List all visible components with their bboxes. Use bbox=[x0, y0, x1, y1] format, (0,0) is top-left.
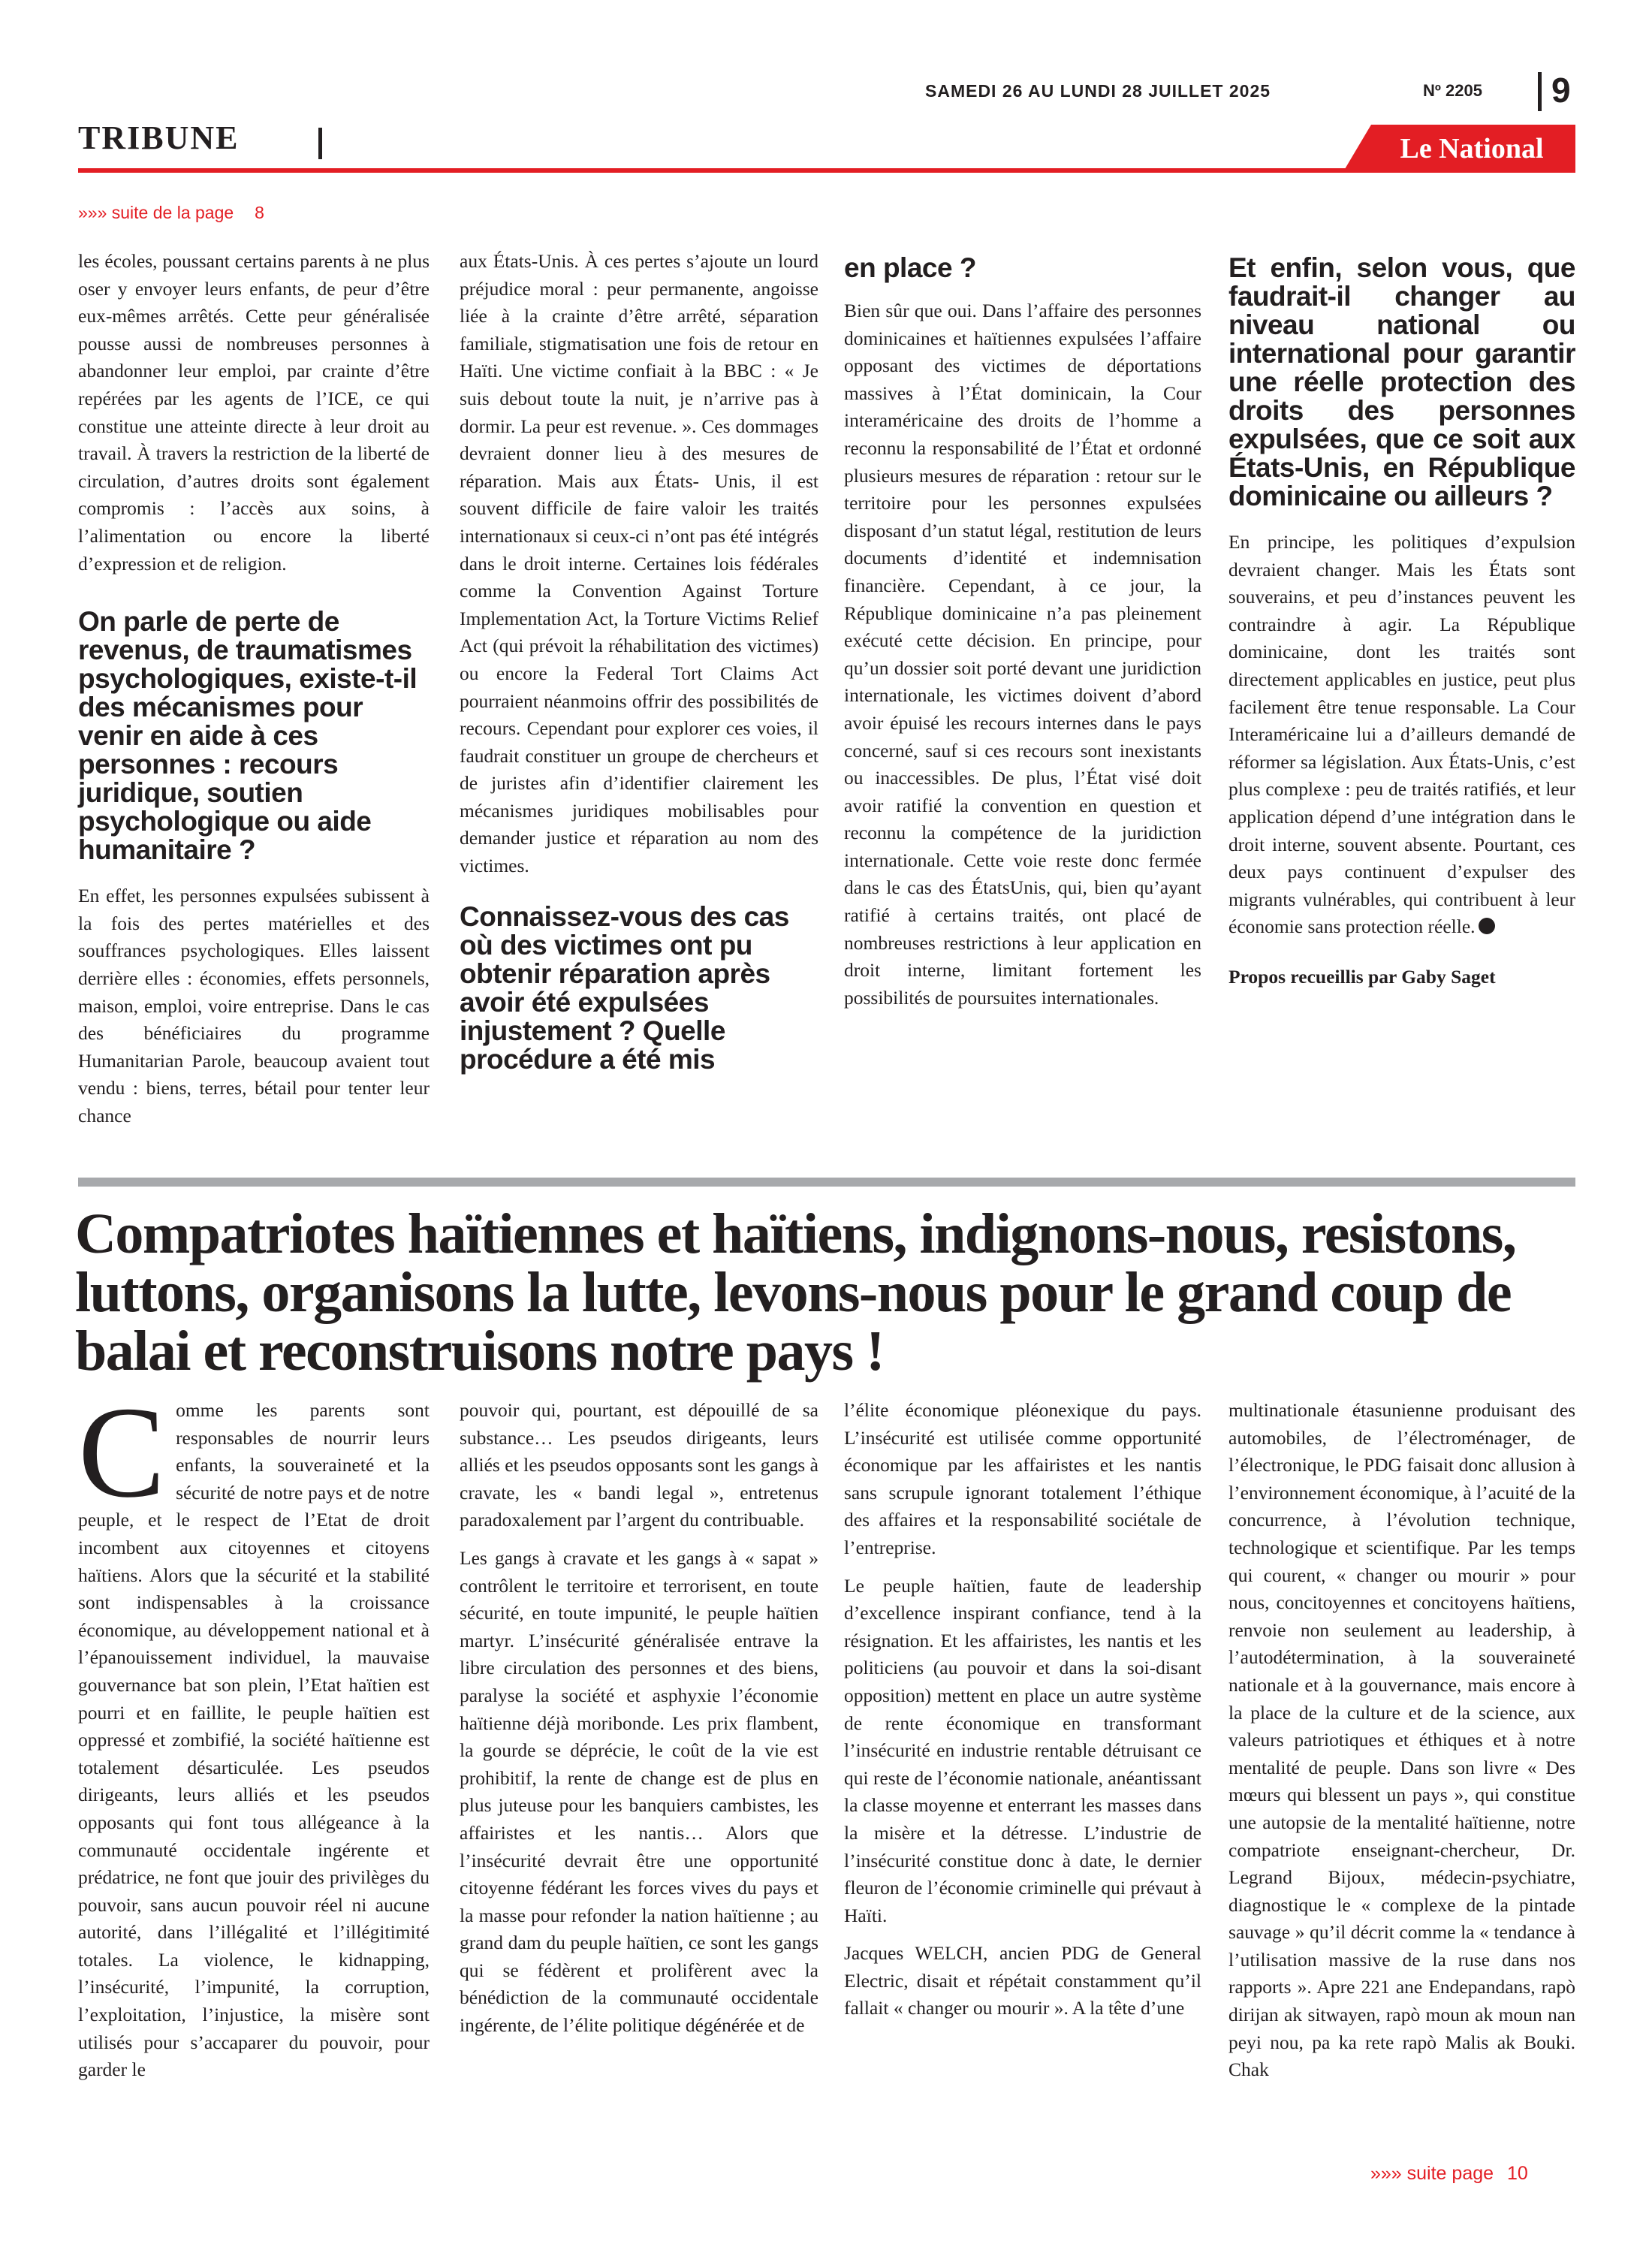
drop-cap: C bbox=[78, 1380, 166, 1525]
article-column-1 bbox=[78, 1380, 430, 2095]
continued-from-label: »»» suite de la page bbox=[78, 203, 234, 222]
page-number-divider bbox=[1538, 72, 1542, 111]
article-paragraph: Les gangs à cravate et les gangs à « sapat » contrôlent le territoire et terrorisent, en toute sécurité, en toute impunité, le peuple haïtien martyr. L’insécurité généralisée entrave la libre circulation des personnes et des biens, paralyse la société et asphyxie l’économie haïtienne déjà moribonde. Les prix flambent, la gourde se déprécie, le coût de la vie est prohibitif, la rente de change est de plus en plus juteuse pour les banquiers cambistes, les affairistes et les nantis… Alors que l’insécurité devrait être une opportunité citoyenne fédérant les forces vives du pays et la masse pour refonder la nation haïtienne ; au grand dam du peuple haïtien, ce sont les gangs qui se fédèrent et prolifèrent avec la bénédiction de la communauté occidentale ingérente, de l’élite politique dégénérée et de bbox=[460, 1546, 818, 2037]
article-paragraph: multinationale étasunienne produisant des automobiles, de l’électroménager, de l’électronique, le PDG faisait donc allusion à l’environnement économique, à l’acuité de la concurrence, à l’évolution technique, technologique et scientifique. Par les temps qui courent, « changer ou mourir » pour nous, concitoyennes et concitoyens haïtiens, renvoie non seulement au leadership, à l’autodétermination, à la souveraineté nationale et à la gouvernance, mais encore à la place de la culture et de la science, aux valeurs patriotiques et éthiques et à notre mentalité de peuple. Dans son livre « Des mœurs qui blessent un pays », qui constitue une autopsie de la mentalité haïtienne, notre compatriote enseignant-chercheur, Dr. Legrand Bijoux, médecin-psychiatre, diagnostique le « complexe de la pintade sauvage » qu’il décrit comme la « tendance à l’utilisation massive de la ruse dans nos rapports ». Apre 221 ane Endepandans, rapò dirijan ak sitwayen, rapò moun ak moun nan peyi nou, pa ka rete rapò Malis ak Bouki. Chak bbox=[1228, 1399, 1575, 2081]
article-headline: Compatriotes haïtiennes et haïtiens, indignons-nous, resistons, luttons, organisons la lutte, levons-nous pour le grand coup de balai et reconstruisons notre pays ! bbox=[75, 1202, 1516, 1383]
article-column-4 bbox=[1228, 1397, 1575, 2095]
article-paragraph: l’élite économique pléonexique du pays. L’insécurité est utilisée comme opportunité économique par les affairistes et les nantis sans scrupule ignorant totalement l’éthique des affaires et la responsabilité sociétale de l’entreprise. bbox=[844, 1399, 1201, 1558]
continued-from-link[interactable] bbox=[78, 203, 264, 223]
interview-paragraph bbox=[1228, 529, 1575, 941]
end-of-article-icon bbox=[1479, 918, 1495, 934]
issue-number: Nº 2205 bbox=[1423, 81, 1482, 100]
brand-name: Le National bbox=[1400, 133, 1544, 164]
interview-column-2 bbox=[460, 248, 818, 1092]
interview-answer: En principe, les politiques d’expulsion devraient changer. Mais les États sont souverains, et peu d’instances peuvent les contraindre à agir. La République dominicaine, dont les traités sont directement applicables en justice, peut plus facilement être tenue responsable. La Cour Interaméricaine lui a d’ailleurs demandé de réformer sa législation. Aux États-Unis, c’est plus complexe : peu de traités ratifiés, et leur application dépend d’une intégration dans le droit interne, souvent absente. Pourtant, ces deux pays continuent d’expulser des migrants vulnérables, qui contribuent à leur économie sans protection réelle. bbox=[1228, 531, 1575, 938]
continued-from-page: 8 bbox=[255, 203, 264, 222]
continued-on-label: »»» suite page bbox=[1370, 2163, 1494, 2184]
interview-paragraph: En effet, les personnes expulsées subissent à la fois des pertes matérielles et des souffrances psychologiques. Elles laissent derrière elles : économies, effets personnels, maison, emploi, voire entreprise. Dans le cas des bénéficiaires du programme Humanitarian Parole, beaucoup avaient tout vendu : biens, terres, bétail pour tenter leur chance bbox=[78, 885, 430, 1126]
interview-signature: Propos recueillis par Gaby Saget bbox=[1228, 965, 1496, 988]
article-column-2 bbox=[460, 1397, 818, 2050]
article-paragraph: Le peuple haïtien, faute de leadership d’excellence inspirant confiance, tend à la résignation. Et les affairistes, les nantis et les politiciens (au pouvoir et dans la soi-disant opposition) mettent en place un autre système de rente économique en transformant l’insécurité en industrie rentable détruisant ce qui reste de l’économie nationale, anéantissant la classe moyenne et enterrant les masses dans la misère et la détresse. L’industrie de l’insécurité constitue donc à date, le dernier fleuron de l’économie criminelle qui prévaut à Haïti. bbox=[844, 1574, 1201, 1926]
interview-question: On parle de perte de revenus, de traumatismes psychologiques, existe-t-il des mécanismes pour venir en aide à ces personnes : recours juridique, soutien psychologique ou aide humanitaire ? bbox=[78, 606, 418, 866]
interview-paragraph: les écoles, poussant certains parents à ne plus oser y envoyer leurs enfants, de peur d’être eux-mêmes arrêtés. Cette peur généralisée pousse aussi de nombreuses personnes à abandonner leur emploi, par crainte d’être repérées par les agents de l’ICE, ce qui constitue une atteinte directe à leur droit au travail. À travers la restriction de la liberté de circulation, d’autres droits sont également compromis : l’accès aux soins, à l’alimentation ou encore la liberté d’expression et de religion. bbox=[78, 250, 430, 575]
interview-paragraph: aux États-Unis. À ces pertes s’ajoute un lourd préjudice moral : peur permanente, angoisse liée à la crainte d’être arrêté, séparation familiale, stigmatisation une fois de retour en Haïti. Une victime confiait à la BBC : « Je suis debout toute la nuit, je n’arrive pas à dormir. La peur est revenue. ». Ces dommages devraient donner lieu à des mesures de réparation. Mais aux États- Unis, il est souvent difficile de faire valoir les traités internationaux si ceux-ci n’ont pas été intégrés dans le droit interne. Certaines lois fédérales comme la Convention Against Torture Implementation Act, la Torture Victims Relief Act (qui prévoit la réhabilitation des victimes) ou encore la Federal Tort Claims Act pourraient néanmoins offrir des possibilités de recours. Cependant pour explorer ces voies, il faudrait constituer un groupe de chercheurs et de juristes afin d’identifier clairement les mécanismes juridiques mobilisables pour demander justice et réparation au nom des victimes. bbox=[460, 250, 818, 877]
interview-question: Et enfin, selon vous, que faudrait-il changer au niveau national ou international pour garantir une réelle protection des droits des personnes expulsées, que ce soit aux États-Unis, en République dominicaine ou ailleurs ? bbox=[1228, 252, 1575, 511]
interview-column-1 bbox=[78, 248, 430, 1140]
interview-column-4 bbox=[1228, 254, 1575, 1002]
article-divider bbox=[78, 1178, 1575, 1187]
issue-date: SAMEDI 26 AU LUNDI 28 JUILLET 2025 bbox=[925, 81, 1271, 101]
interview-column-3 bbox=[844, 254, 1201, 1022]
page-number: 9 bbox=[1551, 71, 1571, 110]
continued-on-page: 10 bbox=[1507, 2163, 1528, 2184]
article-paragraph: Jacques WELCH, ancien PDG de General Electric, disait et répétait constamment qu’il fallait « changer ou mourir ». A la tête d’une bbox=[844, 1942, 1201, 2019]
article-paragraph bbox=[78, 1380, 430, 2084]
article-paragraph: pouvoir qui, pourtant, est dépouillé de sa substance… Les pseudos dirigeants, leurs alliés et les pseudos opposants sont les gangs à cravate, les « bandi legal », entretenus paradoxalement par l’argent du contribuable. bbox=[460, 1399, 818, 1531]
interview-question-end: en place ? bbox=[844, 252, 976, 283]
section-divider bbox=[318, 128, 322, 159]
article-column-3 bbox=[844, 1397, 1201, 2033]
section-title: TRIBUNE bbox=[78, 119, 240, 156]
interview-question: Connaissez-vous des cas où des victimes ont pu obtenir réparation après avoir été expulsées injustement ? Quelle procédure a été mis bbox=[460, 900, 789, 1075]
article-text: omme les parents sont responsables de nourrir leurs enfants, la souveraineté et la sécurité de notre pays et de notre peuple, et le respect de l’Etat de droit incombent aux citoyennes et citoyens haïtiens. Alors que la sécurité et la stabilité sont indispensables à la croissance économique, au développement national et à l’épanouissement individuel, la mauvaise gouvernance bat son plein, l’Etat haïtien est pourri et en faillite, le peuple haïtien est oppressé et zombifié, la société haïtienne est totalement désarticulée. Les pseudos dirigeants, leurs alliés et les pseudos opposants qui font tous allégeance à la communauté occidentale ingérente et prédatrice, ne font que jouir des privilèges du pouvoir, sans aucun pouvoir réel ni aucune autorité, dans l’illégalité et l’illégitimité totales. La violence, le kidnapping, l’insécurité, l’impunité, la corruption, l’exploitation, l’injustice, la misère sont utilisés pour s’accaparer du pouvoir, pour garder le bbox=[78, 1399, 430, 2081]
interview-paragraph: Bien sûr que oui. Dans l’affaire des personnes dominicaines et haïtiennes expulsées l’affaire opposant des victimes de déportations massives à l’État dominicain, la Cour interaméricaine des droits de l’homme a reconnu la responsabilité de l’État et ordonné plusieurs mesures de réparation : retour sur le territoire pour les personnes expulsées disposant d’un statut légal, restitution de leurs documents d’identité et indemnisation financière. Cependant, à ce jour, la République dominicaine n’a pas pleinement exécuté cette décision. En principe, pour qu’un dossier soit porté devant une juridiction internationale, les victimes doivent d’abord avoir épuisé les recours internes dans le pays concerné, sauf si ces recours sont inexistants ou inaccessibles. De plus, l’État visé doit avoir ratifié la convention en question et reconnu la compétence de la juridiction internationale. Cette voie reste donc fermée dans le cas des ÉtatsUnis, qui, bien qu’ayant ratifié à certains traités, ont placé de nombreuses restrictions à leur application en droit interne, limitant fortement les possibilités de poursuites internationales. bbox=[844, 300, 1201, 1009]
continued-on-link[interactable] bbox=[1370, 2163, 1528, 2185]
